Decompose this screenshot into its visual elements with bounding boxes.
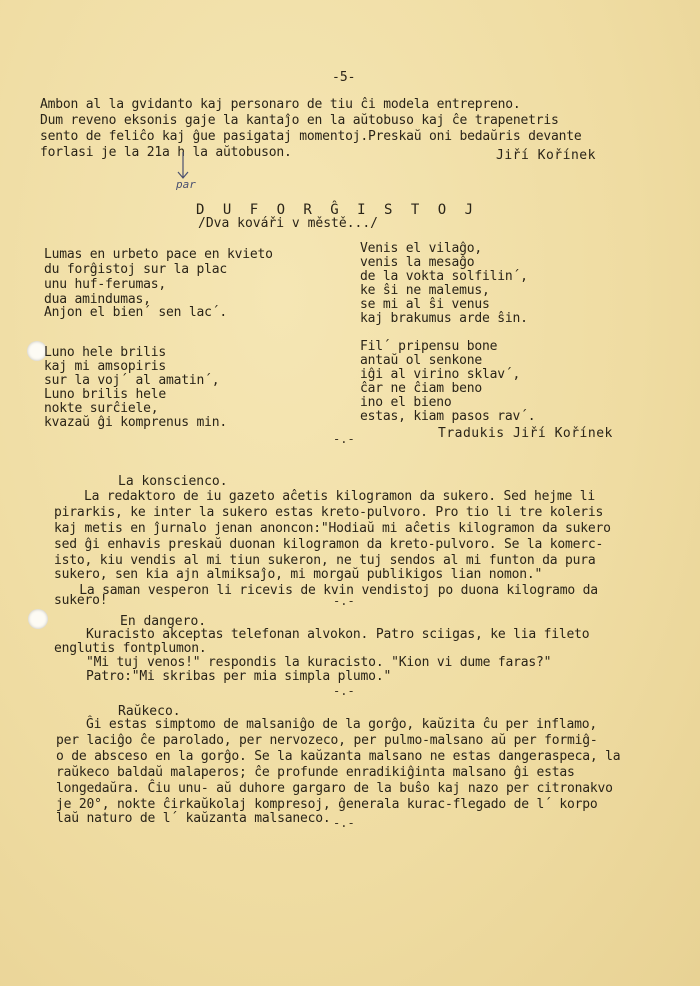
story-line: Ĝi estas simptomo de malsaniĝo de la gorĝo, kaŭzita ĉu per inflamo, [86,717,597,732]
poem-line: Anjon el bien´ sen lac´. [44,305,228,320]
poem-line: ke ŝi ne malemus, [360,283,490,298]
story-line: La saman vesperon li ricevis de kvin vendistoj po duona kilogramo da [64,583,598,598]
story-line: Kuracisto akceptas telefonan alvokon. Patro sciigas, ke lia fileto [86,627,590,642]
story-line: o de absceso en la gorĝo. Se la kaŭzanta malsano ne estas dangeraspeca, la [56,749,621,764]
story-heading: La konscienco. [118,474,228,489]
story-line: sed ĝi enhavis preskaŭ duonan kilogramon da kreto-pulvoro. Se la komerc- [54,537,604,552]
intro-line: forlasi je la 21a h la aŭtobuson. [40,145,292,160]
poem-title: D U F O R Ĝ I S T O J [196,202,479,218]
poem-line: kaj mi amsopiris [44,359,167,374]
translator-credit: Tradukis Jiří Kořínek [438,426,613,441]
poem-line: antaŭ ol senkone [360,353,483,368]
story-line: longedaŭra. Ĉiu unu- aŭ duhore gargaro de la buŝo kaj nazo per citronakvo [56,781,613,796]
intro-line: Ambon al la gvidanto kaj personaro de tiu ĉi modela entrepreno. [40,97,521,112]
story-line: La redaktoro de iu gazeto aĉetis kilogramon da sukero. Sed hejme li [84,489,595,504]
poem-line: dua amindumas, [44,292,151,307]
poem-line: Luno brilis hele [44,387,167,402]
poem-separator: -.- [333,432,355,446]
story-line: Patro:"Mi skribas per mia simpla plumo." [86,669,392,684]
story-line: je 20°, nokte ĉirkaŭkolaj kompresoj, ĝenerala kurac-flegado de l´ korpo [56,797,598,812]
intro-signature: Jiří Kořínek [496,148,596,163]
story-line: englutis fontplumon. [54,641,207,656]
story-line: isto, kiu vendis al mi tiun sukeron, ne tuj sendos al mi funton da pura [54,553,596,568]
poem-line: de la vokta solfilin´, [360,269,528,284]
story-separator: -.- [333,594,355,608]
story-line: sukero, sen kia ajn almiksaĵo, mi morgaŭ publikigos lian nomon." [54,567,543,582]
poem-subtitle: /Dva kováři v městě.../ [198,216,379,231]
poem-line: sur la voj´ al amatin´, [44,373,220,388]
poem-line: Fil´ pripensu bone [360,339,498,354]
story-line: raŭkeco baldaŭ malaperos; ĉe profunde enradikiĝinta malsano ĝi estas [56,765,575,780]
poem-line: Luno hele brilis [44,345,167,360]
poem-line: kaj brakumus arde ŝin. [360,311,528,326]
poem-line: ino el bieno [360,395,452,410]
intro-line: Dum reveno eksonis gaje la kantaĵo en la aŭtobuso kaj ĉe trapenetris [40,113,559,128]
poem-line: du forĝistoj sur la plac [44,262,228,277]
poem-line: unu huf-ferumas, [44,277,167,292]
poem-line: Lumas en urbeto pace en kvieto [44,247,273,262]
story-separator: -.- [333,684,355,698]
poem-line: nokte surĉiele, [44,401,159,416]
pen-note: par [176,178,196,191]
story-line: per laciĝo ĉe parolado, per nervozeco, per pulmo-malsano aŭ per formiĝ- [56,733,598,748]
poem-line: ĉar ne ĉiam beno [360,381,483,396]
intro-line: sento de feliĉo kaj ĝue pasigataj momentoj.Preskaŭ oni bedaŭris devante [40,129,582,144]
story-heading: Raŭkeco. [118,704,181,719]
poem-line: estas, kiam pasos rav´. [360,409,536,424]
story-line: sukero! [54,593,108,608]
story-line: laŭ naturo de l´ kaŭzanta malsaneco. [56,811,331,826]
story-line: pirarkis, ke inter la sukero estas kreto-pulvoro. Pro tio li tre koleris [54,505,604,520]
story-separator: -.- [333,816,355,830]
story-line: "Mi tuj venos!" respondis la kuracisto. "Kion vi dume faras?" [86,655,552,670]
story-heading: En dangero. [120,614,207,629]
poem-line: Venis el vilaĝo, [360,241,483,256]
page-number: -5- [332,70,356,85]
poem-line: se mi al ŝi venus [360,297,490,312]
poem-line: kvazaŭ ĝi komprenus min. [44,415,228,430]
story-line: kaj metis en ĵurnalo jenan anoncon:"Hodiaŭ mi aĉetis kilogramon da sukero [54,521,611,536]
poem-line: venis la mesaĝo [360,255,475,270]
poem-line: iĝi al virino sklav´, [360,367,521,382]
punch-hole-bottom [28,609,48,629]
